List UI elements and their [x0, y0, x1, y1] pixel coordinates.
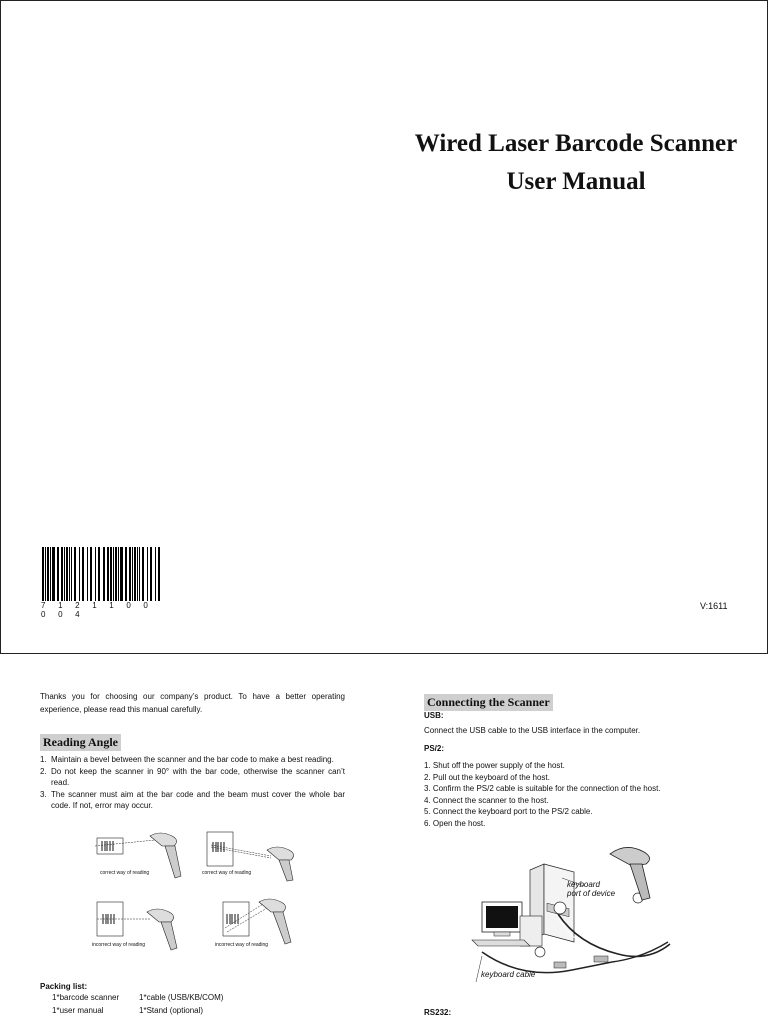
caption-incorrect-2: incorrect way of reading — [215, 942, 269, 948]
barcode-bar — [90, 547, 92, 601]
list-item: 1. Shut off the power supply of the host. — [424, 761, 565, 770]
barcode-bar — [61, 547, 63, 601]
barcode-bar — [45, 547, 46, 601]
right-page — [384, 662, 768, 1024]
list-item: 2. Do not keep the scanner in 90° with the bar code, otherwise the scanner can’t read. — [40, 766, 345, 787]
usb-text: Connect the USB cable to the USB interface in the computer. — [424, 726, 641, 735]
usb-title: USB: — [424, 711, 444, 720]
packing-item: 1*Stand (optional) — [139, 1006, 204, 1015]
barcode-bar — [69, 547, 70, 601]
barcode-bar — [158, 547, 160, 601]
barcode-bar — [150, 547, 152, 601]
caption-correct-1: correct way of reading — [100, 870, 150, 876]
caption-incorrect-1: incorrect way of reading — [92, 942, 146, 948]
document-title — [396, 125, 756, 201]
reading-angle-list — [40, 754, 345, 812]
packing-item: 1*user manual — [52, 1006, 104, 1015]
barcode-bar — [147, 547, 148, 601]
list-item: 4. Connect the scanner to the host. — [424, 795, 549, 805]
barcode-bar — [74, 547, 76, 601]
barcode-bar — [42, 547, 44, 601]
barcode-bar — [120, 547, 123, 601]
callout-keyboard-port: keyboard port of device — [567, 880, 616, 898]
list-item: 1. Maintain a bevel between the scanner and the bar code to make a best reading. — [40, 755, 334, 764]
barcode-bar — [113, 547, 114, 601]
barcode-bar — [139, 547, 140, 601]
barcode-bar — [47, 547, 49, 601]
barcode-bar — [107, 547, 109, 601]
list-item: 5. Connect the keyboard port to the PS/2 cable. — [424, 807, 593, 816]
barcode-bar — [50, 547, 51, 601]
ps2-connection-diagram — [462, 842, 702, 987]
barcode-bar — [125, 547, 127, 601]
list-item: 6. Open the host. — [424, 818, 486, 828]
barcode-bar — [142, 547, 144, 601]
caption-correct-2: correct way of reading — [202, 870, 252, 876]
barcode-bar — [87, 547, 88, 601]
barcode-bar — [118, 547, 119, 601]
title-line-1: Wired Laser Barcode Scanner — [414, 130, 738, 157]
barcode-bar — [103, 547, 105, 601]
title-line-2: User Manual — [506, 168, 646, 195]
packing-list-title: Packing list: — [40, 982, 88, 991]
barcode-bar — [66, 547, 68, 601]
packing-item: 1*cable (USB/KB/COM) — [139, 993, 224, 1002]
barcode-bar — [95, 547, 96, 601]
ps2-steps — [424, 760, 661, 829]
barcode-number: 7 1 2 1 1 0 0 0 0 4 — [41, 601, 154, 619]
barcode-image — [41, 547, 165, 601]
barcode-bar — [155, 547, 156, 601]
barcode-bar — [71, 547, 72, 601]
rs232-title: RS232: — [424, 1008, 452, 1017]
barcode-bar — [115, 547, 117, 601]
barcode-bar — [110, 547, 112, 601]
packing-item: 1*barcode scanner — [52, 993, 120, 1002]
barcode-bar — [137, 547, 138, 601]
barcode-bar — [64, 547, 65, 601]
barcode-bar — [134, 547, 136, 601]
barcode-bar — [52, 547, 55, 601]
left-page — [0, 662, 384, 1024]
connecting-scanner-heading: Connecting the Scanner — [424, 694, 553, 711]
barcode-bar — [132, 547, 133, 601]
ps2-title: PS/2: — [424, 744, 445, 753]
barcode-bar — [82, 547, 84, 601]
intro-text: Thanks you for choosing our company’s product. To have a better operating experience, please read this manual carefully. — [40, 692, 345, 714]
list-item: 3. The scanner must aim at the bar code and the beam must cover the whole bar code. If not, error may occur. — [40, 789, 345, 810]
barcode-bar — [57, 547, 59, 601]
list-item: 3. Confirm the PS/2 cable is suitable for the connection of the host. — [424, 784, 661, 793]
barcode-bar — [79, 547, 80, 601]
barcode-bar — [98, 547, 100, 601]
reading-angle-heading: Reading Angle — [40, 734, 121, 751]
callout-keyboard-cable: keyboard cable — [481, 970, 536, 979]
list-item: 2. Pull out the keyboard of the host. — [424, 772, 550, 782]
barcode-bar — [129, 547, 131, 601]
version-label: V:1611 — [700, 601, 728, 611]
